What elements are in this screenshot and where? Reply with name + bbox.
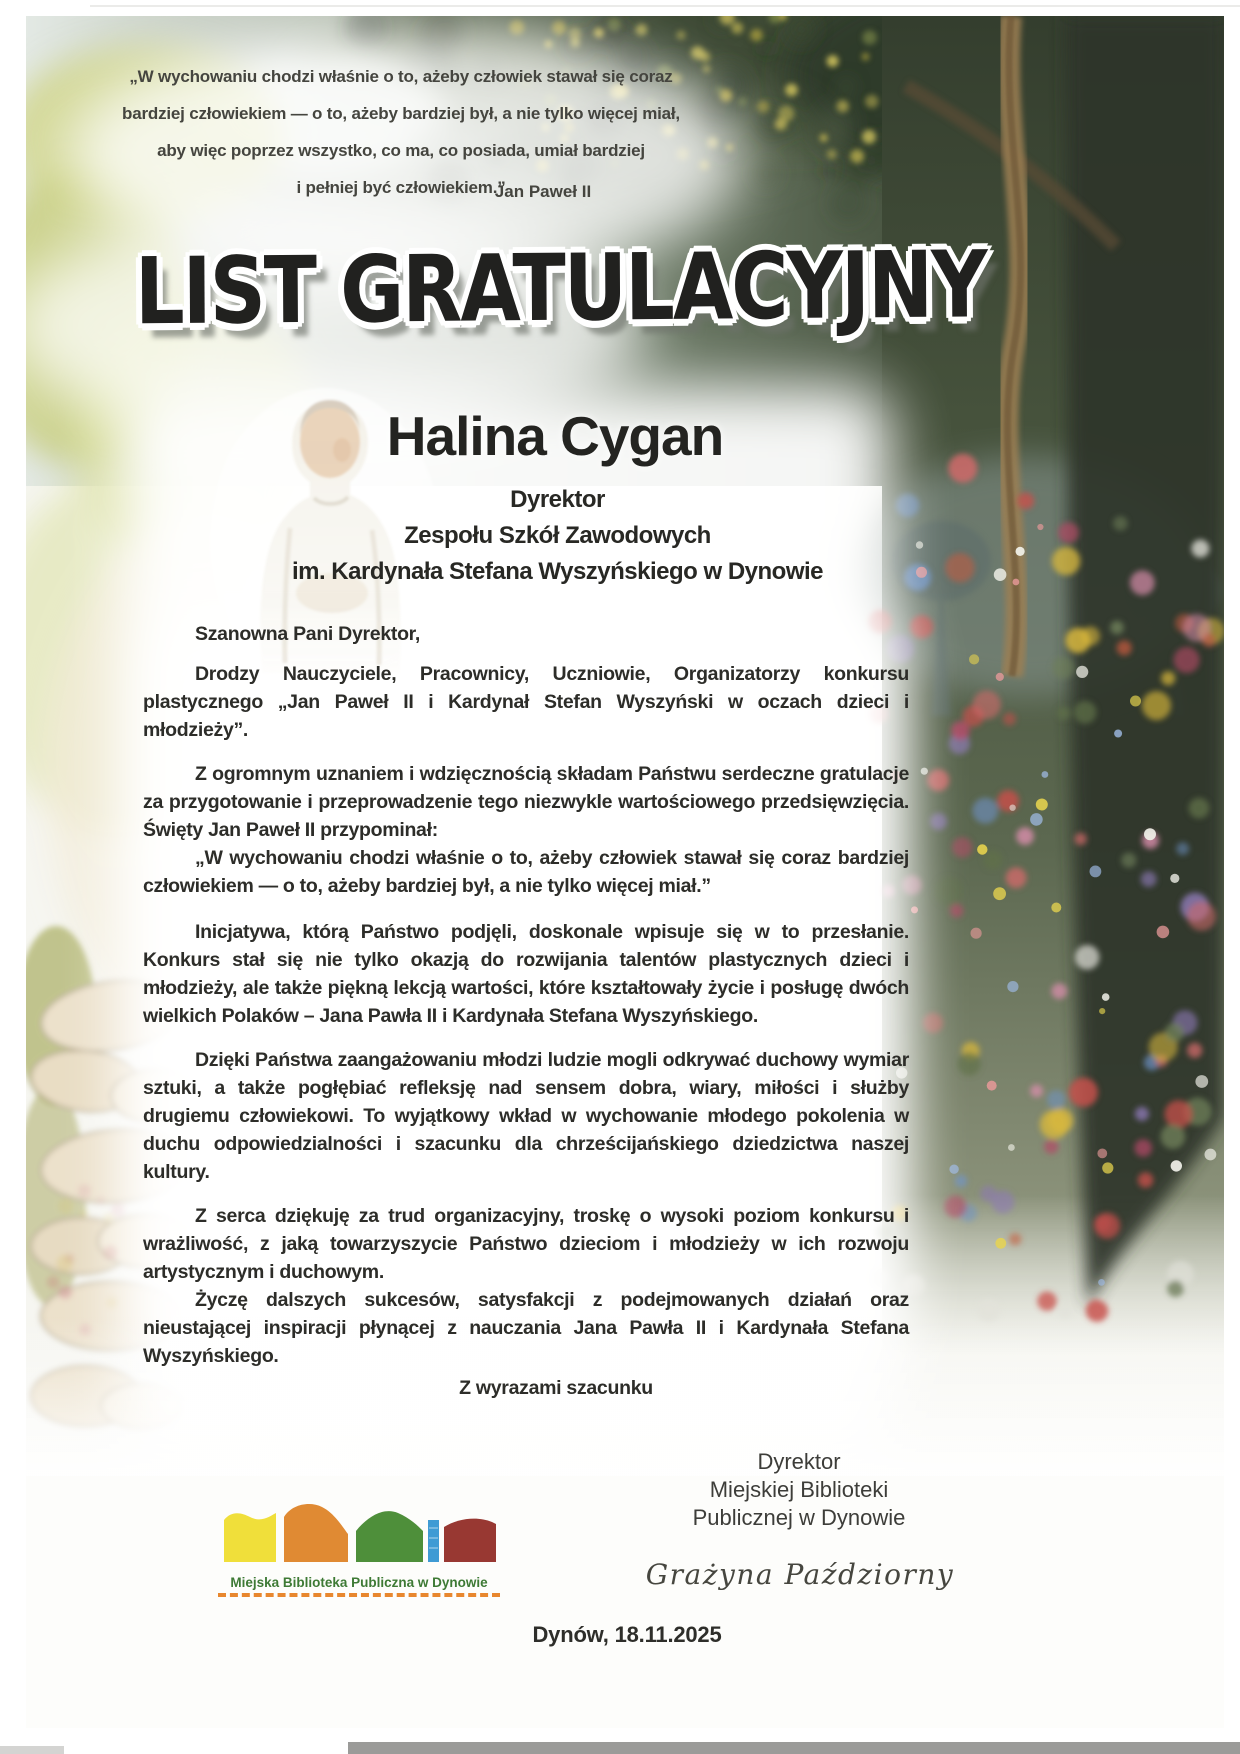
dateline: Dynów, 18.11.2025 <box>532 1622 722 1647</box>
scanner-strip <box>348 1742 1240 1754</box>
recipient-role-line: Dyrektor <box>510 486 605 513</box>
salutation: Szanowna Pani Dyrektor, <box>195 623 421 645</box>
logo-underline <box>218 1593 500 1597</box>
signature-role-line: Publicznej w Dynowie <box>692 1505 906 1530</box>
recipient-role-line: Zespołu Szkół Zawodowych <box>404 522 711 549</box>
library-logo-graphic <box>218 1500 500 1566</box>
epigraph-line: bardziej człowiekiem — o to, ażeby bardziej był, a nie tylko więcej miał, <box>122 104 680 123</box>
logo-shape-orange <box>284 1504 348 1562</box>
letter-paragraph: Z serca dziękuję za trud organizacyjny, troskę o wysoki poziom konkursu i wrażliwość, z jaką towarzyszycie Państwo dzieciom i młodzieży w ich rozwoju artystycznym i duchowym. <box>143 1205 909 1283</box>
library-logo <box>218 1500 500 1597</box>
signature-role-block <box>640 1448 958 1532</box>
document-title: LIST GRATULACYJNY <box>134 232 987 346</box>
epigraph-line: aby więc poprzez wszystko, co ma, co posiada, umiał bardziej <box>157 141 645 160</box>
recipient-role-line: im. Kardynała Stefana Wyszyńskiego w Dynowie <box>291 558 824 585</box>
closing-phrase: Z wyrazami szacunku <box>459 1377 653 1399</box>
letter-paragraph: Inicjatywa, którą Państwo podjęli, doskonale wpisuje się w to przesłanie. Konkurs stał się nie tylko okazją do rozwijania talentów plastycznych dzieci i młodzieży, ale także piękną lekcją wartości, które kształtowały życie i posługę dwóch wielkich Polaków – Jana Pawła II i Kardynała Stefana Wyszyńskiego. <box>143 921 909 1027</box>
scanner-strip <box>0 1746 64 1754</box>
signature-role-line: Dyrektor <box>757 1449 841 1474</box>
letter-paragraph: Życzę dalszych sukcesów, satysfakcji z podejmowanych działań oraz nieustającej inspiracji płynącej z nauczania Jana Pawła II i Kardynała Stefana Wyszyńskiego. <box>143 1289 909 1367</box>
logo-shape-maroon <box>444 1519 496 1562</box>
recipient-name: Halina Cygan <box>386 405 724 467</box>
handwritten-signature: Grażyna Paździorny <box>645 1558 955 1591</box>
letter-body <box>143 620 909 1402</box>
logo-shape-yellow <box>224 1513 276 1562</box>
epigraph-line: „W wychowaniu chodzi właśnie o to, ażeby człowiek stawał się coraz <box>129 67 673 86</box>
recipient-roles <box>145 482 970 590</box>
letter-paragraph-quote: „W wychowaniu chodzi właśnie o to, ażeby człowiek stawał się coraz bardziej człowiekiem — o to, ażeby bardziej był, a nie tylko więcej miał.” <box>143 847 909 897</box>
letter-paragraph: Drodzy Nauczyciele, Pracownicy, Uczniowie, Organizatorzy konkursu plastycznego „Jan Paweł II i Kardynał Stefan Wyszyński w oczach dzieci i młodzieży”. <box>143 663 909 741</box>
logo-caption: Miejska Biblioteka Publiczna w Dynowie <box>230 1575 488 1590</box>
letter-paragraph: Dzięki Państwa zaangażowaniu młodzi ludzie mogli odkrywać duchowy wymiar sztuki, a także pogłębiać refleksję nad sensem dobra, wiary, miłości i służby drugiemu człowiekowi. To wyjątkowy wkład w wychowanie młodego pokolenia w duchu odpowiedzialności i szacunku dla chrześcijańskiego dziedzictwa naszej kultury. <box>143 1049 909 1183</box>
letter-paragraph: Z ogromnym uznaniem i wdzięcznością składam Państwu serdeczne gratulacje za przygotowanie i przeprowadzenie tego niezwykle wartościowego przedsięwzięcia. Święty Jan Paweł II przypominał: <box>143 763 909 841</box>
signature-role-line: Miejskiej Biblioteki <box>709 1477 889 1502</box>
scanner-edge-line <box>90 5 1240 7</box>
logo-shape-green <box>356 1511 423 1562</box>
logo-shape-blue <box>428 1520 439 1562</box>
epigraph-line: i pełniej być człowiekiem.” <box>296 178 506 197</box>
epigraph-attribution: Jan Paweł II <box>494 182 592 201</box>
